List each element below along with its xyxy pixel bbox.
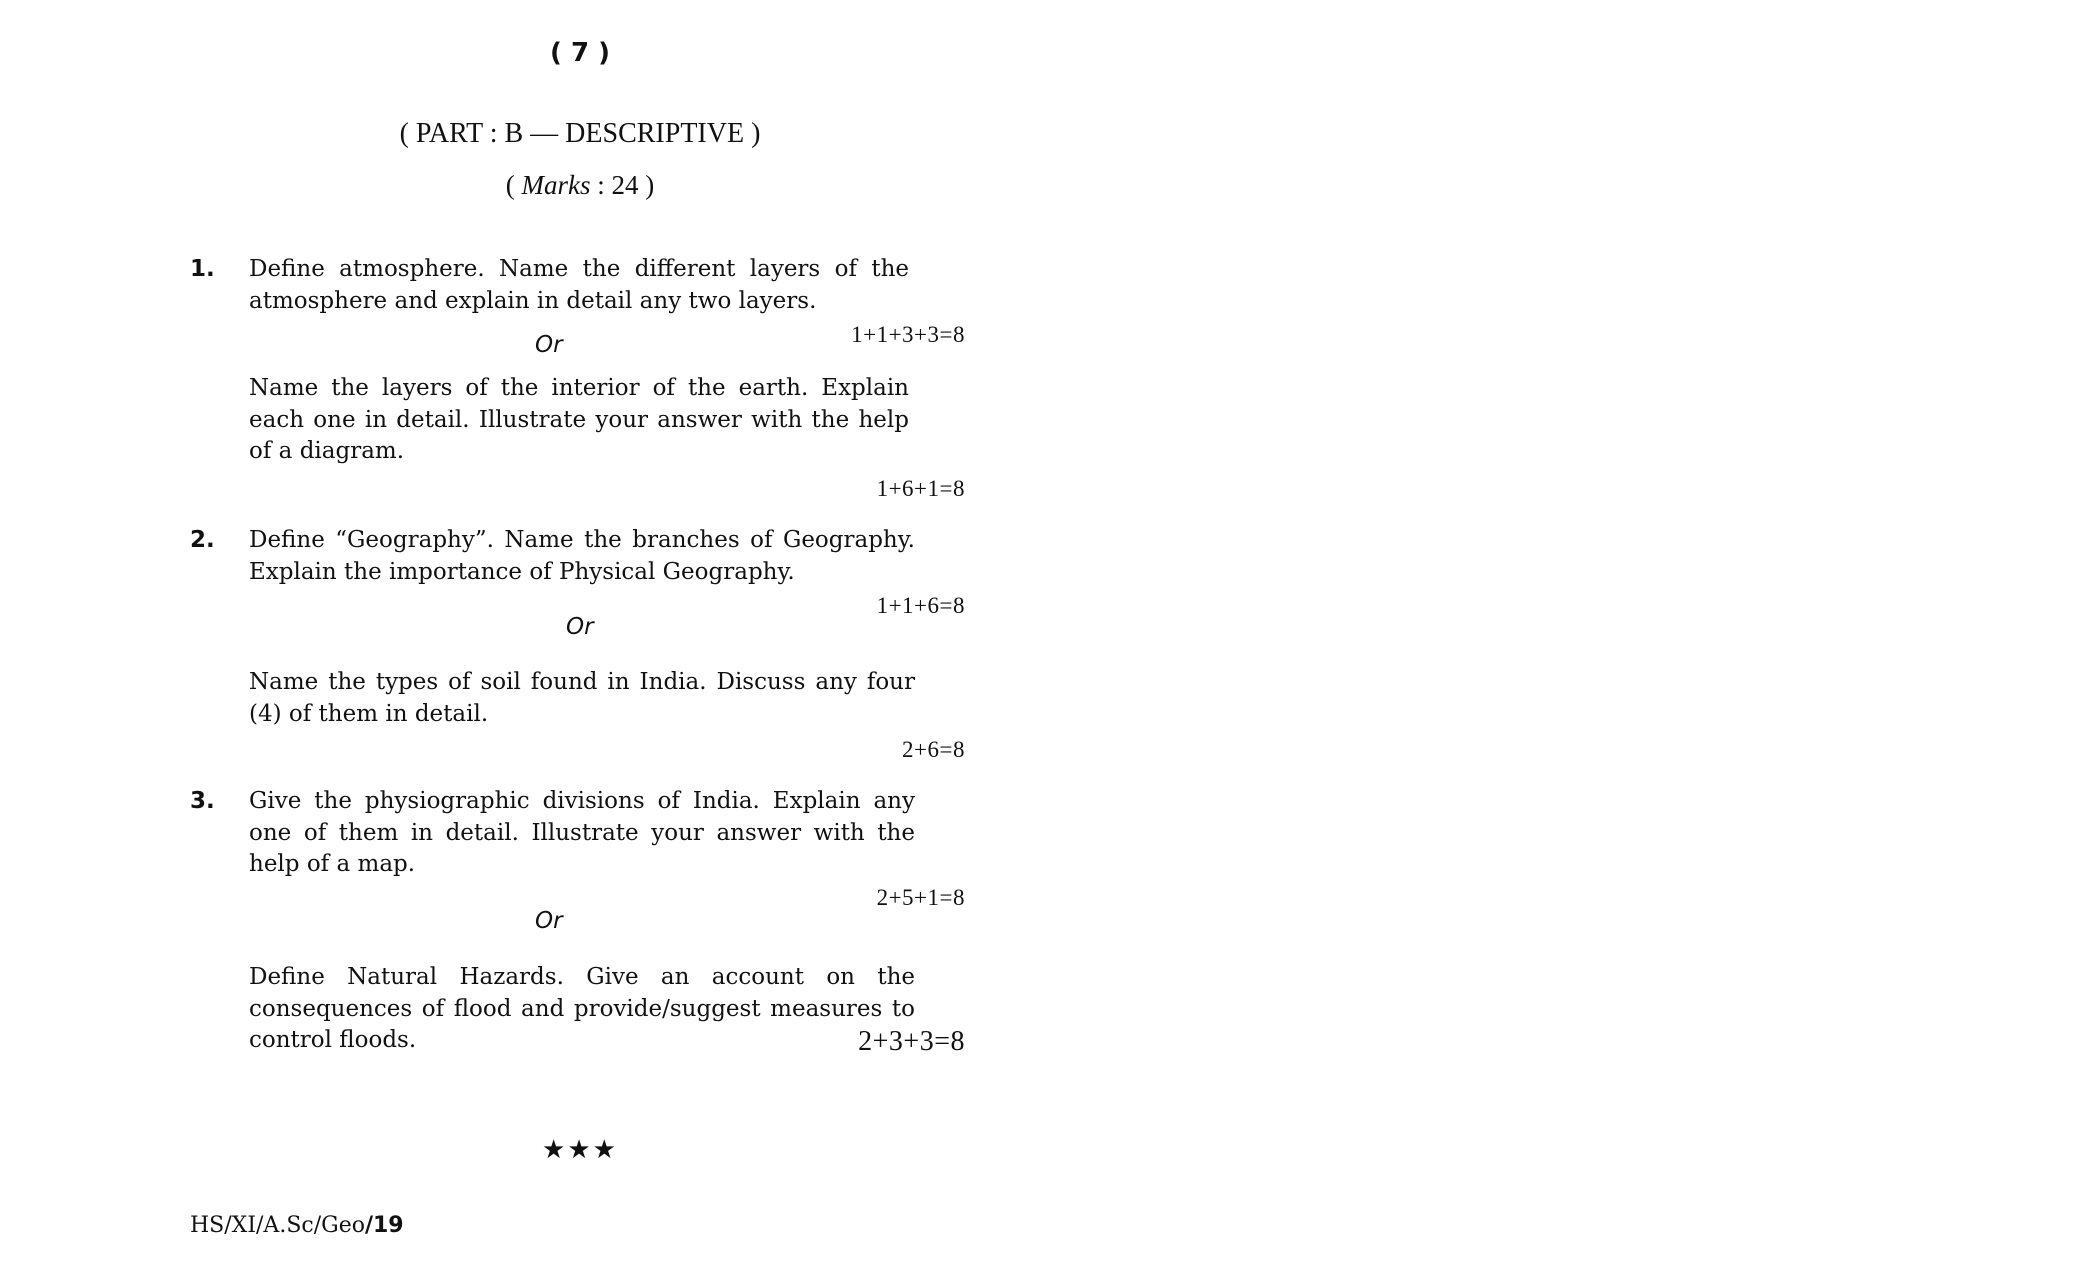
question-2-or: Or (566, 614, 594, 640)
question-2-alt-text: Name the types of soil found in India. Discuss any four (4) of them in detail. (249, 669, 915, 727)
question-3-alt-text: Define Natural Hazards. Give an account on the consequences of flood and provide/suggest measures to control floods. (249, 964, 915, 1053)
question-1-alt-text: Name the layers of the interior of the earth. Explain each one in detail. Illustrate your answer with the help of a diagram. (249, 375, 909, 464)
marks-word: Marks (521, 170, 591, 200)
question-1-or: Or (535, 332, 563, 358)
page-number: ( 7 ) (550, 38, 610, 68)
total-marks (0, 170, 1160, 201)
question-3-or: Or (535, 908, 563, 934)
question-2-marks: 1+1+6=8 (876, 593, 965, 618)
question-2-number: 2. (190, 527, 215, 553)
question-3-text: Give the physiographic divisions of India. Explain any one of them in detail. Illustrate your answer with the help of a map. (249, 788, 915, 877)
paper-code (190, 1213, 404, 1238)
question-3-alt-marks: 2+3+3=8 (858, 1026, 965, 1057)
end-stars: ★★★ (542, 1135, 618, 1165)
part-heading: ( PART : B — DESCRIPTIVE ) (399, 118, 761, 149)
question-3-number: 3. (190, 788, 215, 814)
question-3-marks: 2+5+1=8 (876, 885, 965, 910)
question-1-marks: 1+1+3+3=8 (851, 322, 965, 347)
paper-code-suffix: /19 (364, 1213, 404, 1238)
marks-rest: : 24 ) (590, 170, 655, 200)
question-1-number: 1. (190, 256, 215, 282)
question-2-alt-marks: 2+6=8 (902, 737, 965, 762)
question-1-text: Define atmosphere. Name the different layers of the atmosphere and explain in detail any two layers. (249, 256, 909, 314)
question-1-alt-marks: 1+6+1=8 (876, 476, 965, 501)
marks-open: ( (505, 170, 522, 200)
question-2-text: Define “Geography”. Name the branches of Geography. Explain the importance of Physical Geography. (249, 527, 915, 585)
paper-code-prefix: HS/XI/A.Sc/Geo (190, 1213, 365, 1238)
